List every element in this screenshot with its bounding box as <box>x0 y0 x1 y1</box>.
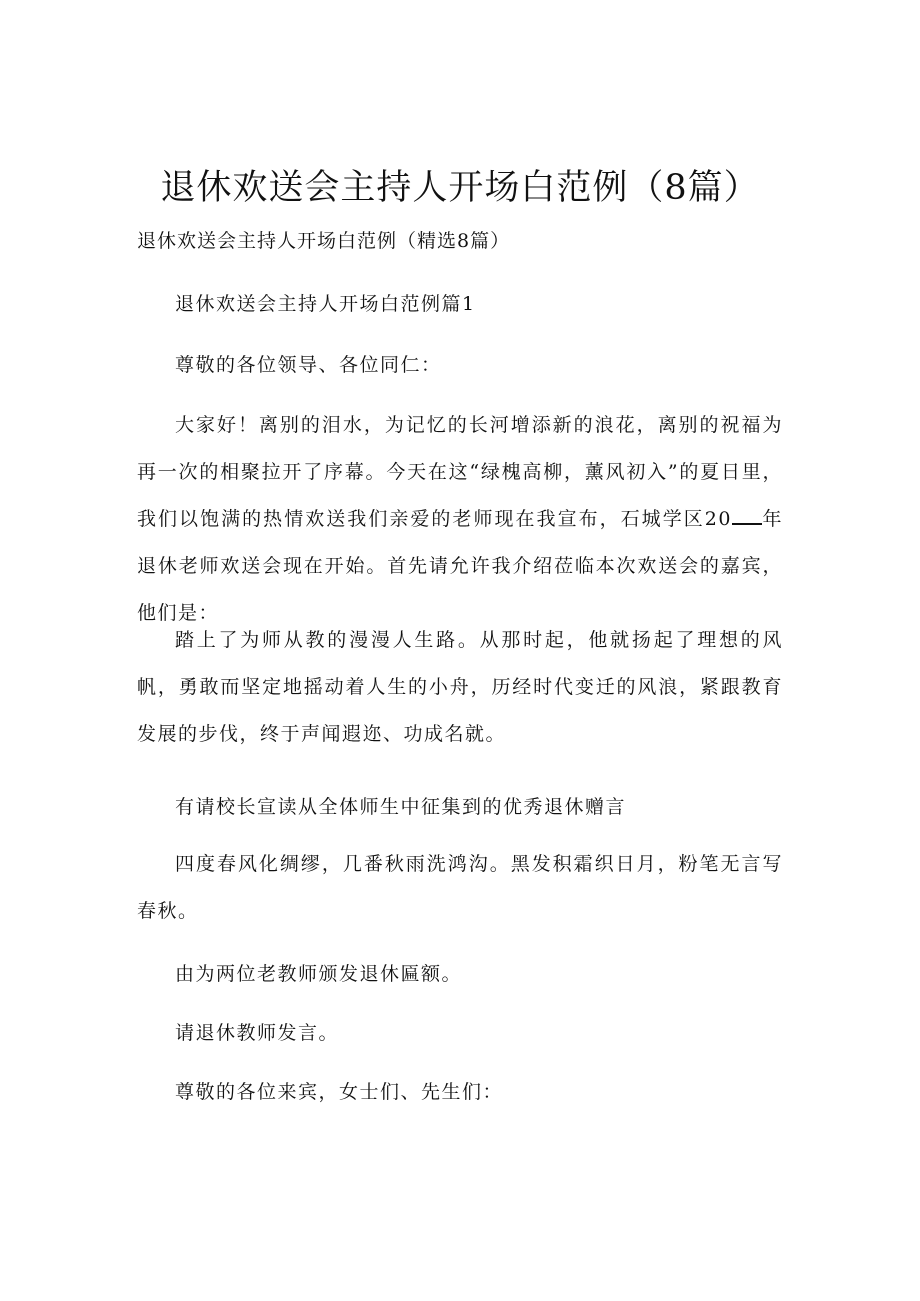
document-title: 退休欢送会主持人开场白范例（8篇） <box>160 168 760 208</box>
speech-invite-paragraph: 有请校长宣读从全体师生中征集到的优秀退休赠言 <box>175 796 627 818</box>
opening-paragraph-part2: 年退休老师欢送会现在开始。首先请允许我介绍莅临本次欢送会的嘉宾，他们是： <box>137 508 783 624</box>
career-paragraph: 踏上了为师从教的漫漫人生路。从那时起，他就扬起了理想的风帆，勇敢而坚定地摇动着人生的小舟，历经时代变迁的风浪，紧跟教育发展的步伐，终于声闻遐迩、功成名就。 <box>137 629 783 745</box>
greeting-paragraph: 尊敬的各位来宾，女士们、先生们： <box>175 1081 504 1103</box>
opening-paragraph <box>137 402 783 637</box>
salutation-paragraph: 尊敬的各位领导、各位同仁： <box>175 354 442 376</box>
opening-paragraph-part1: 大家好！离别的泪水，为记忆的长河增添新的浪花，离别的祝福为再一次的相聚拉开了序幕。今天在这“绿槐高柳，薰风初入”的夏日里，我们以饱满的热情欢送我们亲爱的老师现在我宣布，石城学区20 <box>137 414 783 530</box>
award-paragraph: 由为两位老教师颁发退休匾额。 <box>175 963 463 985</box>
teacher-speech-paragraph: 请退休教师发言。 <box>175 1022 340 1044</box>
poem-paragraph: 四度春风化绸缪，几番秋雨洗鸿沟。黑发积霜织日月，粉笔无言写春秋。 <box>137 853 783 922</box>
blank-underline <box>732 505 762 525</box>
section-heading: 退休欢送会主持人开场白范例篇1 <box>175 293 476 315</box>
document-subtitle: 退休欢送会主持人开场白范例（精选8篇） <box>137 230 511 252</box>
